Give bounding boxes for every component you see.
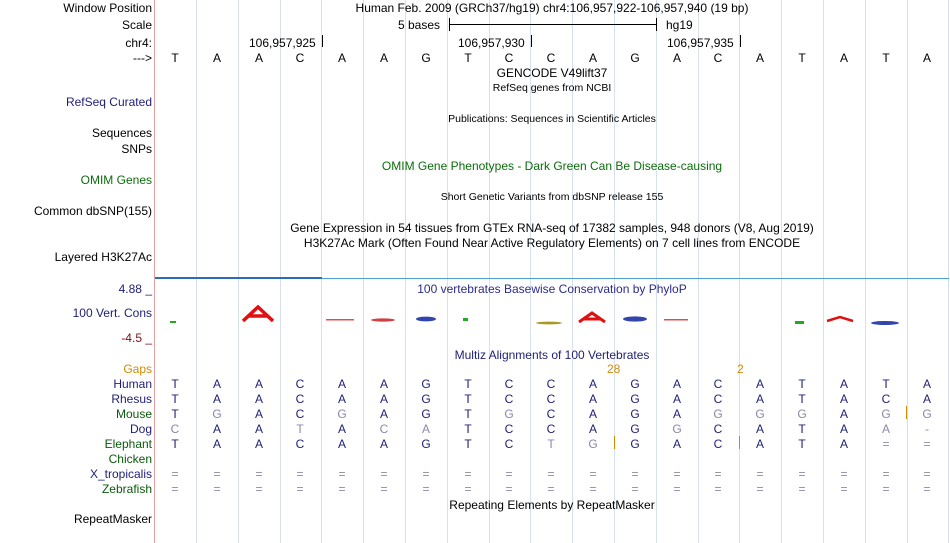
alignment-base: A — [922, 377, 931, 391]
base-gridline — [865, 0, 866, 543]
alignment-base: A — [337, 377, 346, 391]
alignment-base: A — [379, 377, 388, 391]
ruler-tick-2 — [531, 35, 532, 47]
h3k27ac-signal-peak — [155, 277, 322, 279]
scale-label: Scale — [121, 18, 152, 32]
alignment-base: A — [755, 377, 764, 391]
alignment-base: A — [839, 392, 848, 406]
alignment-base: T — [547, 437, 555, 451]
alignment-base: T — [798, 437, 806, 451]
alignment-base: C — [713, 422, 723, 436]
alignment-base: C — [170, 422, 180, 436]
base-letter: T — [171, 51, 179, 65]
alignment-base: C — [713, 392, 723, 406]
alignment-base: T — [464, 422, 472, 436]
alignment-base: = — [171, 482, 179, 496]
alignment-base: = — [380, 467, 388, 481]
alignment-base: C — [295, 437, 305, 451]
alignment-base: A — [755, 437, 764, 451]
alignment-base: A — [922, 392, 931, 406]
alignment-base: A — [212, 377, 221, 391]
alignment-base: A — [588, 422, 597, 436]
label-separator — [154, 0, 155, 543]
layered-h3k27ac-label[interactable]: Layered H3K27Ac — [54, 250, 152, 264]
base-gridline — [405, 0, 406, 543]
refseq-track-subtitle[interactable]: RefSeq genes from NCBI — [492, 82, 612, 94]
scale-bases-text: 5 bases — [398, 18, 441, 32]
alignment-base: G — [630, 422, 640, 436]
gtex-track-title[interactable]: Gene Expression in 54 tissues from GTEx RNA-seq of 17382 samples, 948 donors (V8, Aug 2019) — [290, 221, 814, 235]
alignment-base: C — [713, 377, 723, 391]
alignment-base: G — [630, 407, 640, 421]
alignment-base: G — [630, 392, 640, 406]
alignment-base: = — [714, 467, 722, 481]
base-letter: G — [630, 51, 640, 65]
alignment-base: G — [881, 407, 891, 421]
alignment-base: A — [212, 392, 221, 406]
alignment-base: A — [212, 437, 221, 451]
alignment-base: T — [882, 377, 890, 391]
alignment-base: T — [798, 392, 806, 406]
species-label[interactable]: Dog — [129, 422, 152, 436]
alignment-base: A — [421, 422, 430, 436]
alignment-base: C — [295, 377, 305, 391]
scale-bar-right-tick — [656, 18, 657, 31]
alignment-base: = — [882, 437, 890, 451]
conservation-track-label[interactable]: 100 Vert. Cons — [72, 306, 152, 320]
alignment-base: C — [504, 392, 514, 406]
alignment-base: = — [547, 482, 555, 496]
base-letter: A — [379, 51, 388, 65]
alignment-base: = — [464, 482, 472, 496]
alignment-base: = — [464, 467, 472, 481]
conservation-max-label: 4.88 _ — [118, 282, 152, 296]
alignment-base: A — [254, 392, 263, 406]
alignment-base: A — [755, 422, 764, 436]
base-gridline — [238, 0, 239, 543]
alignment-base: = — [882, 467, 890, 481]
alignment-base: = — [923, 437, 931, 451]
alignment-base: A — [672, 392, 681, 406]
repeatmasker-label[interactable]: RepeatMasker — [73, 512, 152, 526]
base-gridline — [489, 0, 490, 543]
alignment-base: A — [337, 437, 346, 451]
species-label[interactable]: X_tropicalis — [89, 467, 152, 481]
alignment-base: C — [379, 422, 389, 436]
alignment-base: A — [588, 392, 597, 406]
base-letter: A — [212, 51, 221, 65]
alignment-base: T — [464, 437, 472, 451]
alignment-base: A — [881, 422, 890, 436]
species-label[interactable]: Zebrafish — [101, 482, 152, 496]
alignment-base: G — [337, 407, 347, 421]
omim-genes-label[interactable]: OMIM Genes — [80, 173, 152, 187]
scale-bar — [449, 24, 656, 25]
base-gridline — [280, 0, 281, 543]
base-letter: T — [882, 51, 890, 65]
base-gridline — [781, 0, 782, 543]
alignment-base: = — [171, 467, 179, 481]
base-letter: A — [672, 51, 681, 65]
alignment-base: = — [923, 482, 931, 496]
ruler-position-1: 106,957,925 — [249, 36, 316, 50]
alignment-base: T — [171, 377, 179, 391]
alignment-base: = — [338, 467, 346, 481]
alignment-base: = — [338, 482, 346, 496]
species-label[interactable]: Elephant — [104, 437, 152, 451]
base-letter: C — [504, 51, 514, 65]
conservation-min-label: -4.5 _ — [121, 331, 152, 345]
alignment-base: C — [504, 377, 514, 391]
alignment-base: A — [839, 377, 848, 391]
window-position-text: Human Feb. 2009 (GRCh37/hg19) chr4:106,957,922-106,957,940 (19 bp) — [355, 1, 749, 15]
alignment-base: T — [464, 407, 472, 421]
base-gridline — [823, 0, 824, 543]
base-letter: T — [798, 51, 806, 65]
publications-track-title[interactable]: Publications: Sequences in Scientific Articles — [448, 113, 656, 125]
alignment-base: = — [296, 482, 304, 496]
alignment-base: C — [546, 407, 556, 421]
gencode-track-title[interactable]: GENCODE V49lift37 — [496, 66, 608, 80]
alignment-base: G — [212, 407, 222, 421]
alignment-base: G — [421, 392, 431, 406]
alignment-base: = — [798, 482, 806, 496]
alignment-base: C — [295, 407, 305, 421]
ruler-position-3: 106,957,935 — [667, 36, 734, 50]
alignment-base: = — [422, 467, 430, 481]
alignment-base: T — [171, 392, 179, 406]
alignment-base: = — [798, 467, 806, 481]
dbsnp-track-title[interactable]: Short Genetic Variants from dbSNP release 155 — [440, 191, 664, 203]
base-letter: G — [421, 51, 431, 65]
alignment-base: G — [797, 407, 807, 421]
omim-track-title[interactable]: OMIM Gene Phenotypes - Dark Green Can Be Disease-causing — [381, 159, 723, 173]
alignment-base: T — [171, 407, 179, 421]
alignment-base: = — [589, 467, 597, 481]
alignment-base: A — [839, 407, 848, 421]
alignment-base: G — [421, 437, 431, 451]
base-gridline — [948, 0, 949, 543]
alignment-base: = — [756, 482, 764, 496]
base-letter: A — [254, 51, 263, 65]
alignment-base: C — [546, 392, 556, 406]
alignment-base: T — [464, 392, 472, 406]
alignment-base: C — [504, 422, 514, 436]
alignment-base: A — [254, 437, 263, 451]
chrom-label: chr4: — [125, 36, 152, 50]
scale-assembly: hg19 — [666, 18, 693, 32]
insertion-marker-mouse — [906, 406, 907, 419]
alignment-base: A — [672, 377, 681, 391]
alignment-base: = — [631, 482, 639, 496]
scale-bar-left-tick — [449, 18, 450, 31]
alignment-base: G — [672, 422, 682, 436]
ruler-position-2: 106,957,930 — [458, 36, 525, 50]
base-gridline — [363, 0, 364, 543]
base-gridline — [656, 0, 657, 543]
alignment-base: = — [505, 467, 513, 481]
alignment-base: A — [588, 407, 597, 421]
conservation-track-title[interactable]: 100 vertebrates Basewise Conservation by PhyloP — [417, 282, 687, 296]
alignment-base: C — [546, 377, 556, 391]
alignment-base: G — [922, 407, 932, 421]
alignment-base: A — [337, 422, 346, 436]
gaps-label: Gaps — [123, 362, 152, 376]
alignment-base: = — [923, 467, 931, 481]
alignment-base: C — [546, 422, 556, 436]
repeatmasker-track-title[interactable]: Repeating Elements by RepeatMasker — [449, 498, 655, 512]
alignment-base: = — [840, 482, 848, 496]
alignment-base: = — [840, 467, 848, 481]
species-label[interactable]: Rhesus — [111, 392, 152, 406]
alignment-base: A — [379, 407, 388, 421]
alignment-base: A — [254, 407, 263, 421]
base-letter: A — [588, 51, 597, 65]
alignment-base: T — [798, 422, 806, 436]
base-letter: A — [922, 51, 931, 65]
base-gridline — [739, 0, 740, 543]
base-letter: C — [713, 51, 723, 65]
alignment-base: = — [673, 482, 681, 496]
alignment-base: = — [213, 482, 221, 496]
alignment-base: C — [713, 437, 723, 451]
alignment-base: A — [672, 437, 681, 451]
strand-label: ---> — [133, 51, 152, 65]
alignment-base: A — [755, 392, 764, 406]
alignment-base: = — [380, 482, 388, 496]
alignment-base: A — [337, 392, 346, 406]
h3k27ac-track-title[interactable]: H3K27Ac Mark (Often Found Near Active Regulatory Elements) on 7 cell lines from ENCODE — [303, 236, 801, 250]
ruler-tick-3 — [740, 35, 741, 47]
alignment-base: = — [296, 467, 304, 481]
alignment-base: = — [756, 467, 764, 481]
alignment-base: A — [212, 422, 221, 436]
insertion-marker-elephant-2 — [739, 436, 740, 449]
gap-count-28: 28 — [607, 362, 621, 376]
window-position-label: Window Position — [63, 1, 152, 15]
alignment-base: G — [421, 407, 431, 421]
base-letter: A — [755, 51, 764, 65]
alignment-base: C — [504, 437, 514, 451]
gap-count-2: 2 — [737, 362, 744, 376]
sequences-label[interactable]: Sequences — [91, 126, 152, 140]
alignment-base: C — [295, 392, 305, 406]
alignment-base: A — [588, 377, 597, 391]
refseq-curated-label[interactable]: RefSeq Curated — [65, 95, 152, 109]
alignment-base: G — [588, 437, 598, 451]
alignment-base: C — [881, 392, 891, 406]
alignment-base: A — [379, 437, 388, 451]
alignment-base: = — [422, 482, 430, 496]
ruler-tick-1 — [322, 35, 323, 47]
alignment-base: A — [672, 407, 681, 421]
species-label[interactable]: Mouse — [115, 407, 152, 421]
alignment-base: A — [254, 422, 263, 436]
base-gridline — [321, 0, 322, 543]
alignment-base: = — [673, 467, 681, 481]
alignment-base: = — [255, 482, 263, 496]
base-letter: T — [464, 51, 472, 65]
alignment-base: G — [630, 437, 640, 451]
alignment-base: = — [255, 467, 263, 481]
common-dbsnp-label[interactable]: Common dbSNP(155) — [33, 204, 152, 218]
multiz-track-title[interactable]: Multiz Alignments of 100 Vertebrates — [454, 348, 650, 362]
base-gridline — [698, 0, 699, 543]
alignment-base: T — [798, 377, 806, 391]
alignment-base: A — [379, 392, 388, 406]
alignment-base: = — [505, 482, 513, 496]
alignment-base: A — [254, 377, 263, 391]
base-letter: A — [337, 51, 346, 65]
base-gridline — [614, 0, 615, 543]
alignment-base: G — [713, 407, 723, 421]
snps-label[interactable]: SNPs — [121, 142, 152, 156]
alignment-base: A — [839, 422, 848, 436]
insertion-marker-elephant-1 — [614, 436, 615, 449]
alignment-base: G — [630, 377, 640, 391]
alignment-base: = — [882, 482, 890, 496]
base-letter: C — [295, 51, 305, 65]
base-letter: C — [546, 51, 556, 65]
base-gridline — [907, 0, 908, 543]
base-letter: A — [839, 51, 848, 65]
alignment-base: = — [714, 482, 722, 496]
alignment-base: = — [547, 467, 555, 481]
alignment-base: = — [631, 467, 639, 481]
alignment-base: G — [755, 407, 765, 421]
base-gridline — [196, 0, 197, 543]
alignment-base: A — [839, 437, 848, 451]
alignment-base: T — [464, 377, 472, 391]
alignment-base: T — [296, 422, 304, 436]
species-label[interactable]: Human — [113, 377, 152, 391]
species-label[interactable]: Chicken — [108, 452, 152, 466]
alignment-base: G — [504, 407, 514, 421]
alignment-base: T — [171, 437, 179, 451]
base-gridline — [447, 0, 448, 543]
alignment-base: G — [421, 377, 431, 391]
alignment-base: = — [589, 482, 597, 496]
alignment-base: = — [213, 467, 221, 481]
alignment-base: - — [925, 422, 929, 436]
